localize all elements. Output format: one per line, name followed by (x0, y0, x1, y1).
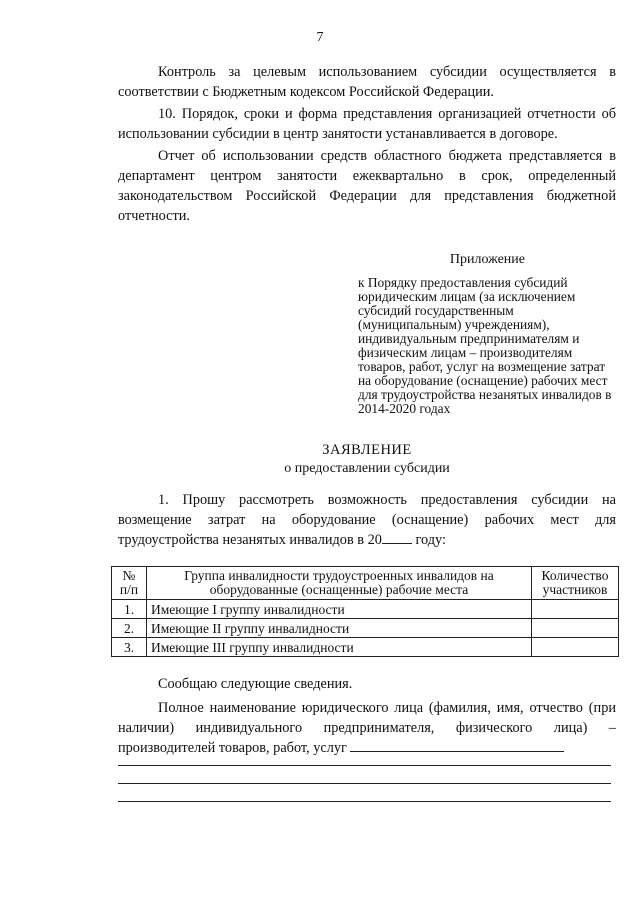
statement-subtitle: о предоставлении субсидии (284, 461, 450, 476)
info-block (118, 674, 616, 758)
row-count-cell[interactable] (532, 638, 619, 657)
row-count-cell[interactable] (532, 600, 619, 619)
info-fullname-text: Полное наименование юридического лица (фамилия, имя, отчество (при наличии) индивидуального предпринимателя, физического лица) – производителей товаров, работ, услуг (118, 700, 616, 756)
page-number: 7 (316, 30, 324, 45)
header-group: Группа инвалидности трудоустроенных инвалидов на оборудованные (оснащенные) рабочие места (147, 567, 532, 600)
blank-line[interactable] (118, 801, 611, 802)
year-blank[interactable] (382, 543, 412, 544)
request-tail: году: (411, 532, 446, 548)
header-num: № п/п (112, 567, 147, 600)
paragraph-item-10: 10. Порядок, сроки и форма представления организацией отчетности об использовании субсидии в центр занятости устанавливается в договоре. (118, 106, 616, 142)
row-group: Имеющие II группу инвалидности (147, 619, 532, 638)
info-intro: Сообщаю следующие сведения. (158, 676, 353, 692)
header-count: Количество участников (532, 567, 619, 600)
paragraph-control: Контроль за целевым использованием субсидии осуществляется в соответствии с Бюджетным кодексом Российской Федерации. (118, 64, 616, 100)
table-row (112, 619, 619, 638)
row-group: Имеющие I группу инвалидности (147, 600, 532, 619)
row-num: 2. (112, 619, 147, 638)
intro-paragraphs (118, 62, 616, 226)
request-paragraph (118, 490, 616, 550)
request-text: 1. Прошу рассмотреть возможность предоставления субсидии на возмещение затрат на оборудование (оснащение) рабочих мест для трудоустройства незанятых инвалидов в 20 (118, 492, 616, 548)
blank-line[interactable] (118, 765, 611, 766)
row-num: 3. (112, 638, 147, 657)
paragraph-report: Отчет об использовании средств областного бюджета представляется в департамент центром занятости ежеквартально в срок, определенный законодательством Российской Федерации для представления бюджетной отчетности. (118, 148, 616, 224)
appendix-block (358, 252, 620, 416)
appendix-text: к Порядку предоставления субсидий юридическим лицам (за исключением субсидий государственным (муниципальным) учреждениям), индивидуальным предпринимателям и физическим лицам – производителям товаров, работ, услуг на возмещение затрат на оборудование (оснащение) рабочих мест для трудоустройства незанятых инвалидов в 2014-2020 годах (358, 275, 612, 416)
blank-line[interactable] (118, 783, 611, 784)
table-header-row (112, 567, 619, 600)
statement-title: ЗАЯВЛЕНИЕ (322, 442, 412, 458)
request-paragraph-block (118, 490, 616, 550)
appendix-title: Приложение (449, 252, 525, 267)
table-row (112, 600, 619, 619)
row-count-cell[interactable] (532, 619, 619, 638)
row-group: Имеющие III группу инвалидности (147, 638, 532, 657)
info-fullname-paragraph (118, 698, 616, 758)
table-row (112, 638, 619, 657)
row-num: 1. (112, 600, 147, 619)
disability-groups-table (111, 566, 619, 657)
fullname-blank[interactable] (350, 751, 564, 752)
